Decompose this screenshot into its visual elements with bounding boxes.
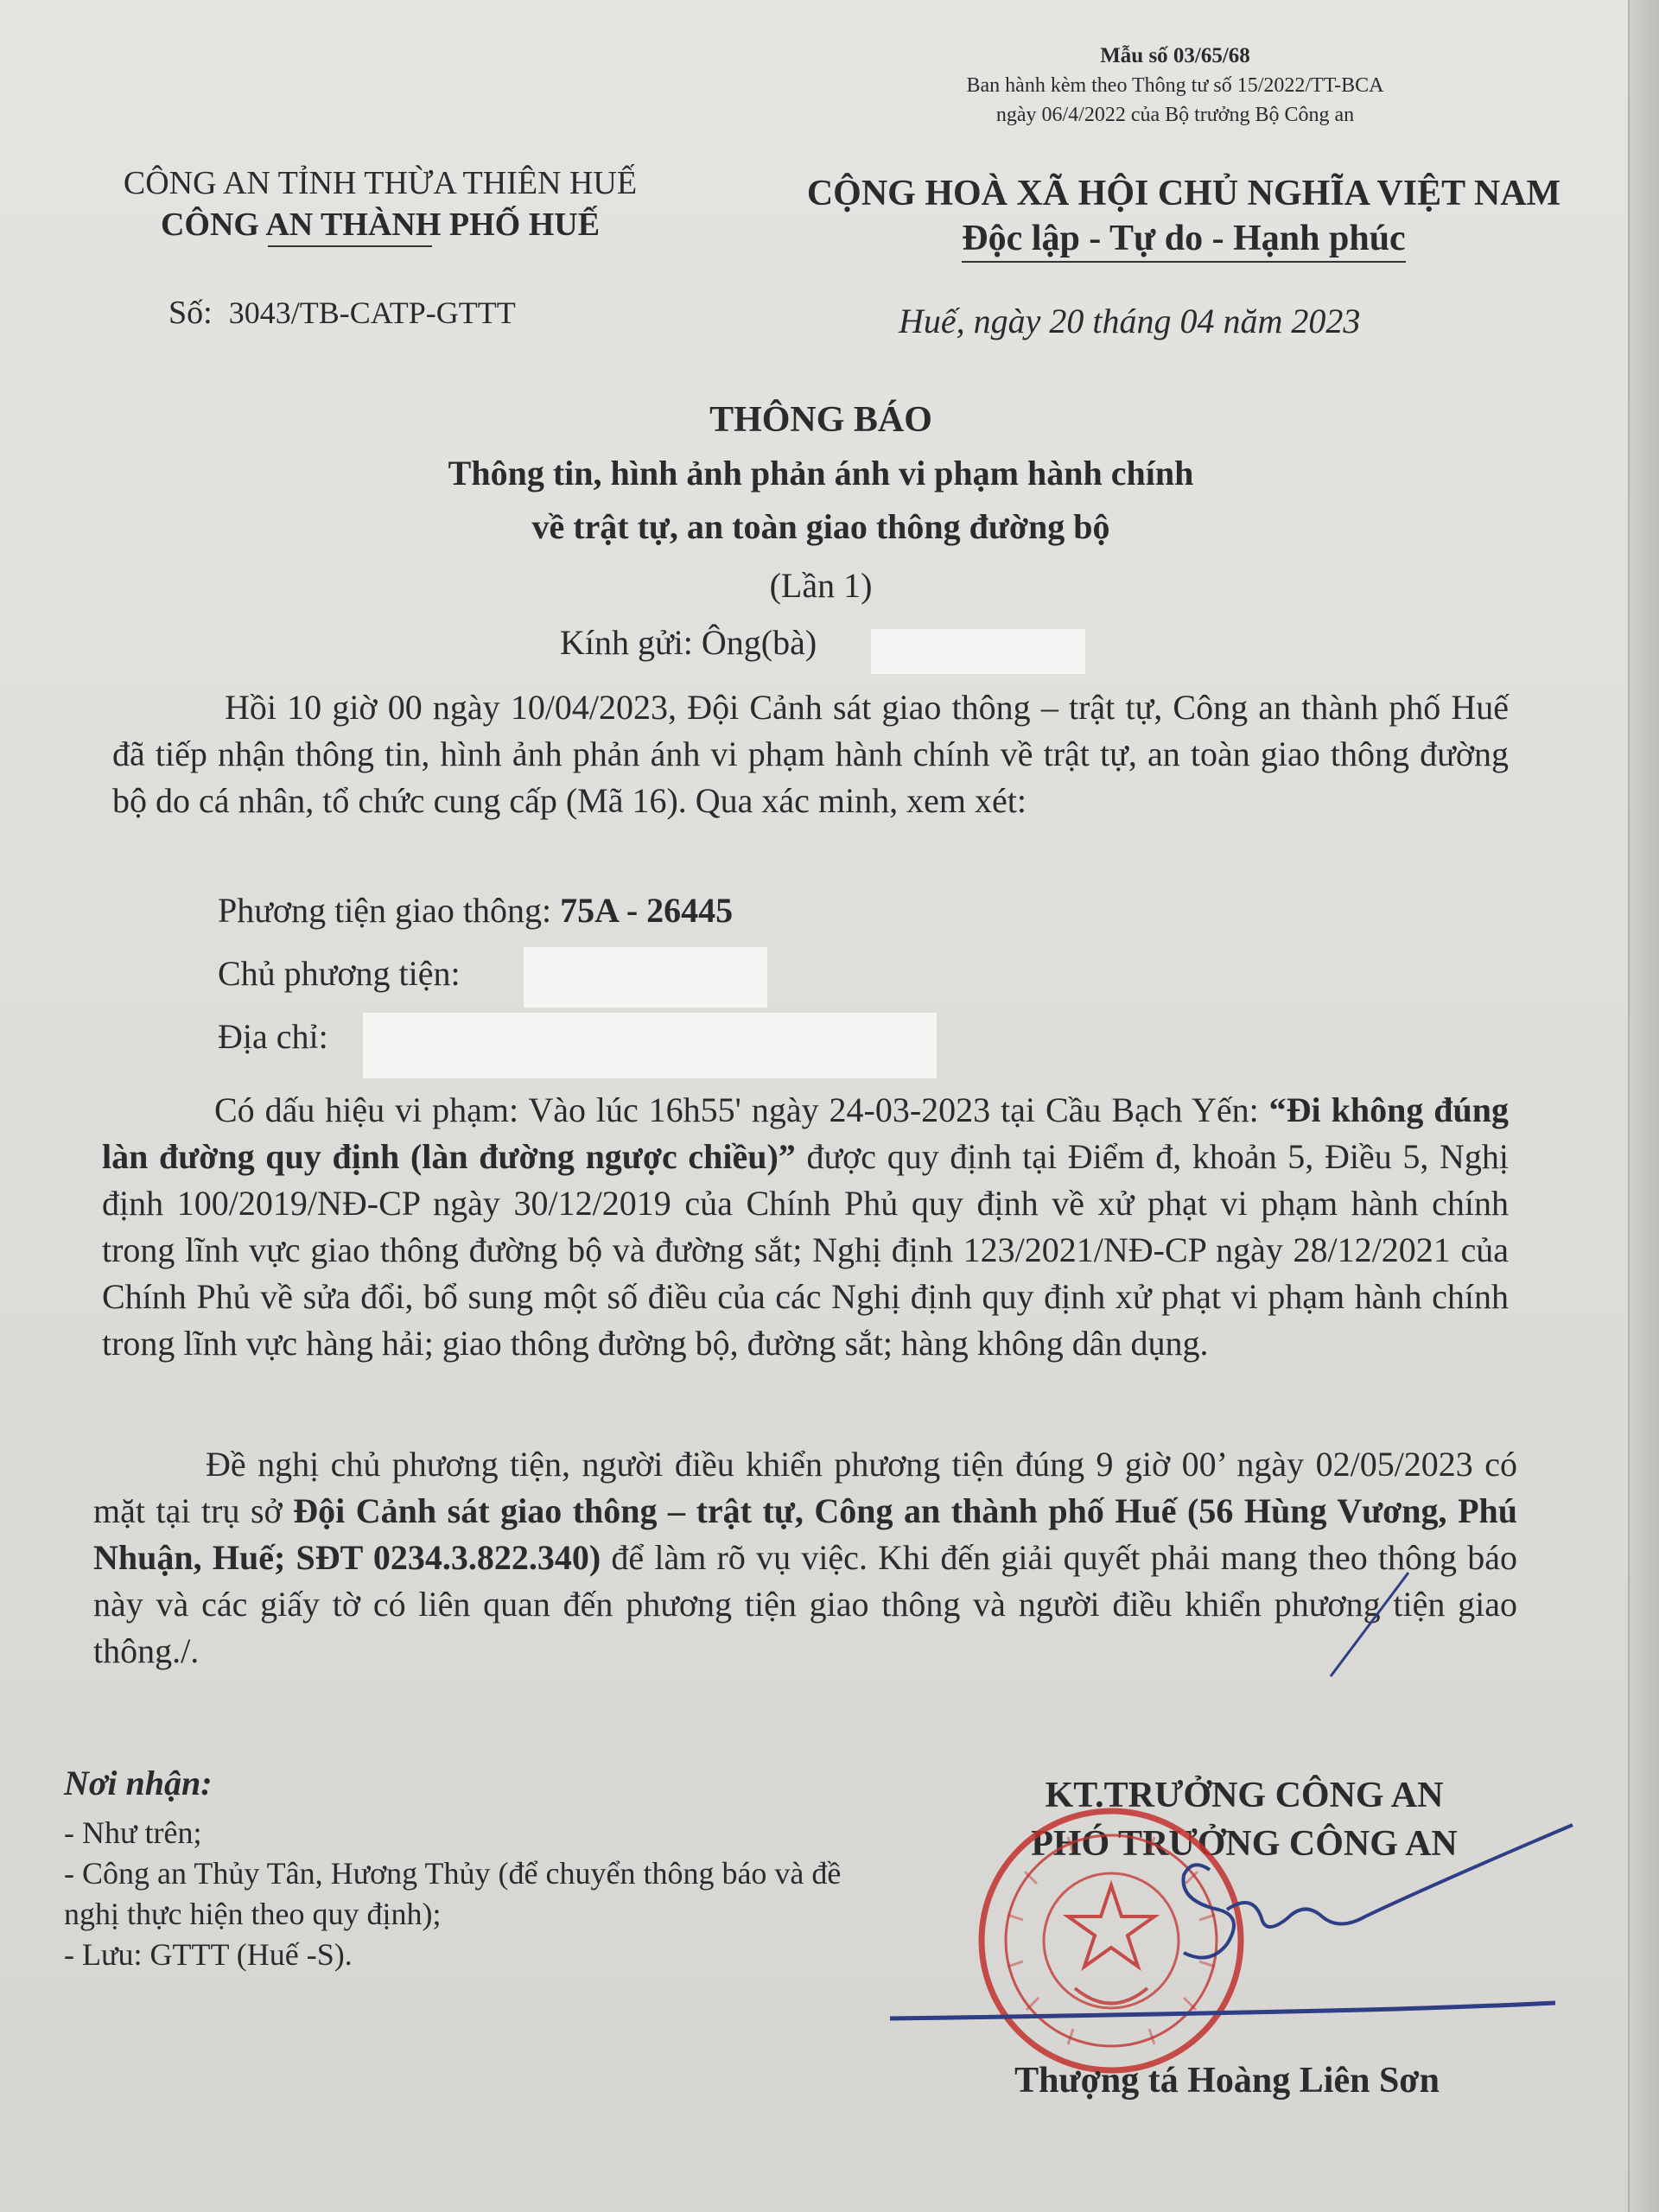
document-subtitle-2: về trật tự, an toàn giao thông đường bộ	[531, 507, 1110, 546]
agency-parent: CÔNG AN TỈNH THỪA THIÊN HUẾ	[123, 165, 638, 201]
recipients-title: Nơi nhận:	[64, 1764, 213, 1802]
national-motto: Độc lập - Tự do - Hạnh phúc	[962, 216, 1405, 263]
address-field	[218, 1016, 328, 1057]
address-redaction	[363, 1013, 937, 1078]
request-office: Đội Cảnh sát giao thông – trật tự, Công an thành phố Huế (56 Hùng Vương, Phú Nhuận, Huế; SĐT 0234.3.822.340)	[93, 1491, 1518, 1577]
violation-paragraph	[102, 1087, 1509, 1367]
recipients-item-3: - Lưu: GTTT (Huế -S).	[64, 1937, 353, 1972]
agency-underline	[268, 245, 432, 247]
owner-redaction	[524, 947, 767, 1007]
page-edge-shadow	[1628, 0, 1659, 2212]
vehicle-field	[218, 890, 733, 931]
signature-line-2: PHÓ TRƯỞNG CÔNG AN	[1031, 1824, 1458, 1864]
owner-label: Chủ phương tiện:	[218, 954, 461, 993]
agency-name: CÔNG AN THÀNH PHỐ HUẾ	[160, 207, 601, 243]
document-number	[168, 294, 516, 332]
owner-field	[218, 953, 461, 994]
violation-description: “Đi không đúng làn đường quy định (làn đường ngược chiều)”	[102, 1090, 1510, 1176]
recipients-item-2: - Công an Thủy Tân, Hương Thủy (để chuyển thông báo và đề nghị thực hiện theo quy định);	[64, 1856, 842, 1931]
recipient-line	[560, 622, 817, 663]
handwritten-tick-mark	[1279, 1547, 1417, 1685]
national-title: CỘNG HOÀ XÃ HỘI CHỦ NGHĨA VIỆT NAM	[806, 174, 1561, 213]
document-number-label: Số:	[168, 295, 213, 331]
handwritten-signature	[881, 1815, 1599, 2039]
document-subtitle-1: Thông tin, hình ảnh phản ánh vi phạm hành chính	[448, 454, 1194, 493]
recipients-list	[64, 1813, 859, 1975]
form-issued-line2: ngày 06/4/2022 của Bộ trưởng Bộ Công an	[995, 104, 1355, 126]
recipients-item-1: - Như trên;	[64, 1815, 202, 1850]
notice-round: (Lần 1)	[769, 566, 873, 605]
national-header	[726, 171, 1642, 263]
request-text-b: để làm rõ vụ việc. Khi đến giải quyết phải mang theo thông báo này và các giấy tờ có liên quan đến phương tiện giao thông và người điều khiển phương tiện giao thông./.	[93, 1538, 1518, 1670]
address-label: Địa chỉ:	[218, 1017, 328, 1056]
form-number-block	[864, 41, 1486, 130]
form-number: Mẫu số 03/65/68	[1100, 44, 1250, 67]
violation-intro: Có dấu hiệu vi phạm: Vào lúc 16h55' ngày 24-03-2023 tại Cầu Bạch Yến:	[214, 1090, 1259, 1129]
document-date: Huế, ngày 20 tháng 04 năm 2023	[899, 302, 1361, 340]
form-issued-line1: Ban hành kèm theo Thông tư số 15/2022/TT-BCA	[966, 74, 1384, 97]
recipient-name-redaction	[871, 629, 1085, 674]
violation-legal-basis: được quy định tại Điểm đ, khoản 5, Điều 5, Nghị định 100/2019/NĐ-CP ngày 30/12/2019 của Chính Phủ quy định về xử phạt vi phạm hành chính trong lĩnh vực giao thông đường bộ và đường sắt; Nghị định 123/2021/NĐ-CP ngày 28/12/2021 của Chính Phủ về sửa đổi, bổ sung một số điều của các Nghị định quy định xử phạt vi phạm hành chính trong lĩnh vực hàng hải; giao thông đường bộ, đường sắt; hàng không dân dụng.	[102, 1137, 1509, 1363]
vehicle-plate: 75A - 26445	[560, 891, 734, 930]
agency-header	[69, 162, 691, 245]
vehicle-label: Phương tiện giao thông:	[218, 891, 552, 930]
recipient-label: Kính gửi: Ông(bà)	[560, 623, 817, 662]
signature-line-1: KT.TRƯỞNG CÔNG AN	[1045, 1776, 1444, 1815]
intro-paragraph: Hồi 10 giờ 00 ngày 10/04/2023, Đội Cảnh sát giao thông – trật tự, Công an thành phố Huế đã tiếp nhận thông tin, hình ảnh phản ánh vi phạm hành chính về trật tự, an toàn giao thông đường bộ do cá nhân, tổ chức cung cấp (Mã 16). Qua xác minh, xem xét:	[112, 688, 1509, 820]
document-title: THÔNG BÁO	[709, 400, 932, 440]
request-text-a: Đề nghị chủ phương tiện, người điều khiển phương tiện đúng 9 giờ 00’ ngày 02/05/2023 có mặt tại trụ sở	[93, 1445, 1517, 1530]
document-number-value: 3043/TB-CATP-GTTT	[228, 296, 516, 330]
signer-name: Thượng tá Hoàng Liên Sơn	[1014, 2061, 1440, 2101]
